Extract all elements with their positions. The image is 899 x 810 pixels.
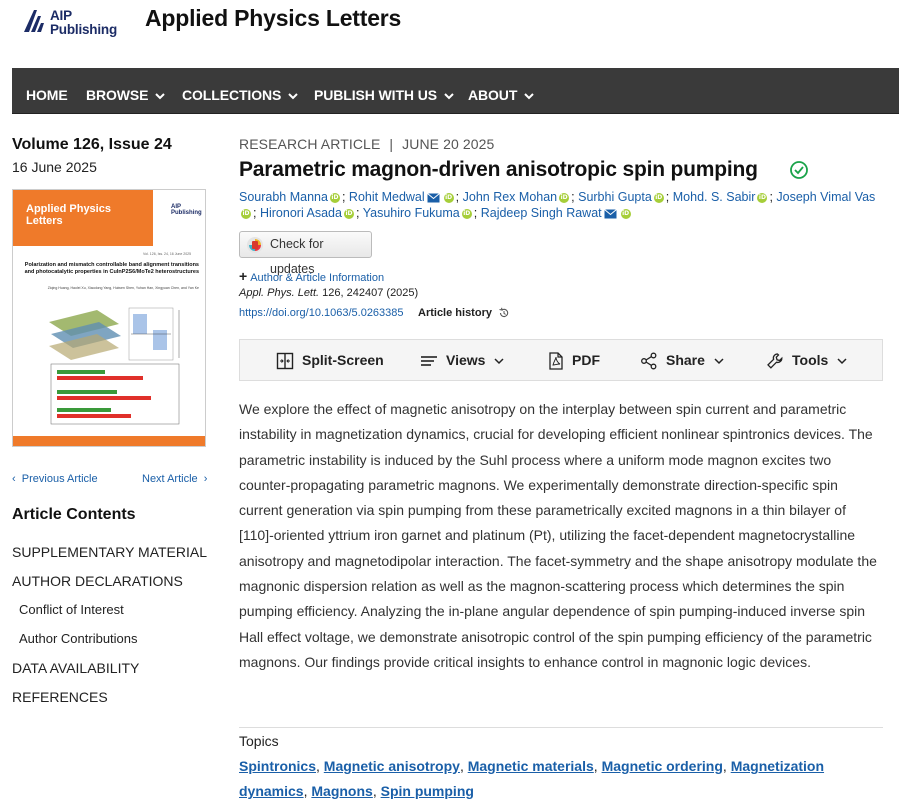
tools-label: Tools [792,352,829,368]
previous-article-label: Previous Article [21,473,98,485]
views-dropdown[interactable] [420,340,505,382]
cover-journal-title [26,203,111,227]
cover-band-diagram [129,308,179,360]
orcid-icon[interactable]: iD [622,209,630,217]
topic-link[interactable]: Magnetization dynamics [239,758,825,799]
author-separator: ; [769,190,773,204]
topic-link[interactable]: Magnons [311,783,373,799]
orcid-icon[interactable]: iD [655,193,663,201]
pdf-label: PDF [572,352,600,368]
author-link[interactable]: Rajdeep Singh Rawat [480,206,602,220]
topic-separator: , [372,783,377,799]
chevron-down-icon [493,356,505,366]
chevron-left-icon: ‹ [12,473,16,485]
share-label: Share [666,352,705,368]
chevron-down-icon [836,356,848,366]
author-separator: ; [473,206,478,220]
article-type: RESEARCH ARTICLE [239,136,381,152]
chevron-down-icon [154,91,166,101]
plus-icon: + [239,268,248,284]
cover-paper-title: Polarization and mismatch controllable band alignment transitions and photocatalytic properties in CuInP2S6/MoTe2 heterostructures [24,262,199,275]
topic-link[interactable]: Magnetic materials [467,758,594,774]
author-link[interactable]: Yasuhiro Fukuma [362,206,460,220]
toc-data-availability[interactable]: DATA AVAILABILITY [12,660,140,676]
author-separator: ; [665,190,670,204]
chevron-down-icon [713,356,725,366]
author-separator: ; [253,206,257,220]
orcid-icon[interactable]: iD [463,209,471,217]
pdf-button[interactable] [548,340,600,382]
topic-link[interactable]: Spin pumping [380,783,474,799]
crossmark-icon [246,236,264,254]
logo-line-2: Publishing [50,22,117,37]
cover-aip-logo [171,204,202,216]
orcid-icon[interactable]: iD [331,193,339,201]
author-separator: ; [571,190,575,204]
nav-browse-label: BROWSE [86,87,149,103]
email-icon[interactable] [427,193,440,203]
topic-separator: , [459,758,464,774]
author-separator: ; [455,190,460,204]
orcid-icon[interactable]: iD [242,209,250,217]
orcid-icon[interactable]: iD [560,193,568,201]
doi-link[interactable]: https://doi.org/10.1063/5.0263385 [239,307,404,319]
nav-home-label: HOME [26,87,68,103]
nav-about[interactable] [468,68,535,114]
author-article-information-toggle[interactable] [239,268,384,284]
issue-date: 16 June 2025 [12,159,97,175]
citation [239,287,418,299]
nav-publish-with-us[interactable] [314,68,455,114]
citation-journal: Appl. Phys. Lett. [239,287,320,299]
article-history-label: Article history [418,307,492,319]
topic-separator: , [316,758,320,774]
topic-separator: , [593,758,598,774]
issue-volume[interactable]: Volume 126, Issue 24 [12,136,172,153]
pdf-file-icon [548,352,564,370]
author-link[interactable]: Sourabh Manna [239,190,328,204]
topic-separator: , [303,783,308,799]
article-history-button[interactable] [418,307,510,319]
author-info-label: Author & Article Information [250,272,385,284]
share-icon [640,352,658,370]
next-article-label: Next Article [142,473,198,485]
author-link[interactable]: Mohd. S. Sabir [672,190,756,204]
journal-title[interactable]: Applied Physics Letters [145,5,402,31]
cover-journal-line-1: Applied Physics [26,203,111,215]
topic-link[interactable]: Spintronics [239,758,317,774]
meta-separator: | [389,136,394,152]
author-link[interactable]: Hironori Asada [259,206,342,220]
aip-publishing-logo[interactable] [22,8,122,38]
views-label: Views [446,352,486,368]
logo-line-1: AIP [50,8,72,23]
chevron-down-icon [523,91,535,101]
author-link[interactable]: Rohit Medwal [348,190,425,204]
article-meta [239,136,494,152]
cover-figure-illustration [27,306,193,432]
nav-collections[interactable] [182,68,299,114]
article-title: Parametric magnon-driven anisotropic spin pumping [239,158,758,181]
orcid-icon[interactable]: iD [345,209,353,217]
abstract-text: We explore the effect of magnetic anisotropy on the interplay between spin current and parametric instability in magnetization dynamics, crucial for developing efficient nonlinear spintronics devices. The parametric instability is induced by the Suhl process where a uniform mode magnon excites two counter-propagating parametric magnons. We experimentally demonstrate direction-specific spin current generation via spin pumping from these parametrically excited magnons in a thin bilayer of [110]-oriented yttrium iron garnet and platinum (Pt), utilizing the facet-dependent magnetocrystalline anisotropy and magnetodipolar interaction. The facet-symmetry and the shape anisotropy modulate the magnonic dispersion relation as well as the magnon-scattering process which determines the spin pumping efficiency. Analyzing the in-plane angular dependence of spin pumping-induced inverse spin Hall effect voltage, we demonstrate anisotropic control of the spin pumping efficiency of the parametric magnons. Our findings provide critical insights to enhance control in magnonic logic devices. [239,401,877,670]
split-screen-button[interactable] [276,340,384,382]
nav-about-label: ABOUT [468,87,518,103]
orcid-icon[interactable]: iD [445,193,453,201]
citation-details: 126, 242407 (2025) [322,287,419,299]
cover-crystal-structure [49,310,121,360]
article-contents-title: Article Contents [12,506,136,523]
author-link[interactable]: John Rex Mohan [462,190,558,204]
site-header [0,0,899,68]
author-list [239,189,879,221]
toc-author-contributions[interactable]: Author Contributions [19,631,138,646]
author-separator: ; [355,206,360,220]
topic-link[interactable]: Magnetic anisotropy [323,758,460,774]
cover-aip-line-2: Publishing [171,210,202,216]
chevron-right-icon: › [203,473,208,485]
split-screen-icon [276,352,294,370]
author-link[interactable]: Joseph Vimal Vas [776,190,876,204]
toc-conflict-of-interest[interactable]: Conflict of Interest [19,602,124,617]
toc-author-declarations[interactable]: AUTHOR DECLARATIONS [12,573,183,589]
cover-meta: Vol. 126, Iss. 24, 16 June 2025 [143,252,192,256]
article-toolbar [239,339,883,381]
chevron-down-icon [287,91,299,101]
nav-home[interactable] [26,68,68,114]
logo-text [50,9,117,37]
topics-list [239,754,883,804]
wrench-icon [766,352,784,370]
toc-references[interactable]: REFERENCES [12,689,108,705]
main-navigation [12,68,899,114]
history-icon [498,307,510,319]
email-icon[interactable] [604,209,617,219]
previous-article-link[interactable] [12,473,98,485]
split-screen-label: Split-Screen [302,352,384,368]
orcid-icon[interactable]: iD [758,193,766,201]
cover-paper-authors: Ziqing Huang, Haolei Xu, Xiaodong Yang, Huiwen Shen, Yuhan Han, Xingyuan Chen, and Yan Ke [47,286,199,290]
check-for-updates-label: Check for updates [270,237,324,276]
nav-collections-label: COLLECTIONS [182,87,282,103]
next-article-link[interactable] [142,473,207,485]
tools-dropdown[interactable] [766,340,848,382]
menu-lines-icon [420,354,438,368]
author-link[interactable]: Surbhi Gupta [578,190,652,204]
share-dropdown[interactable] [640,340,725,382]
chevron-down-icon [443,91,455,101]
nav-publish-label: PUBLISH WITH US [314,87,437,103]
nav-browse[interactable] [86,68,166,114]
topics-divider [239,727,883,728]
cover-bar-chart [51,364,179,424]
topic-separator: , [722,758,727,774]
cover-aip-line-1: AIP [171,204,182,210]
topic-link[interactable]: Magnetic ordering [601,758,723,774]
publish-date: JUNE 20 2025 [402,136,495,152]
topics-label: Topics [239,733,279,749]
verified-check-icon[interactable] [789,160,809,180]
toc-supplementary-material[interactable]: SUPPLEMENTARY MATERIAL [12,544,208,560]
check-for-updates-button[interactable] [239,231,372,276]
aip-logo-mark-icon [22,8,48,34]
issue-cover-image[interactable] [12,189,206,447]
author-separator: ; [341,190,346,204]
cover-journal-line-2: Letters [26,215,63,227]
cover-footer-strip [13,436,205,446]
